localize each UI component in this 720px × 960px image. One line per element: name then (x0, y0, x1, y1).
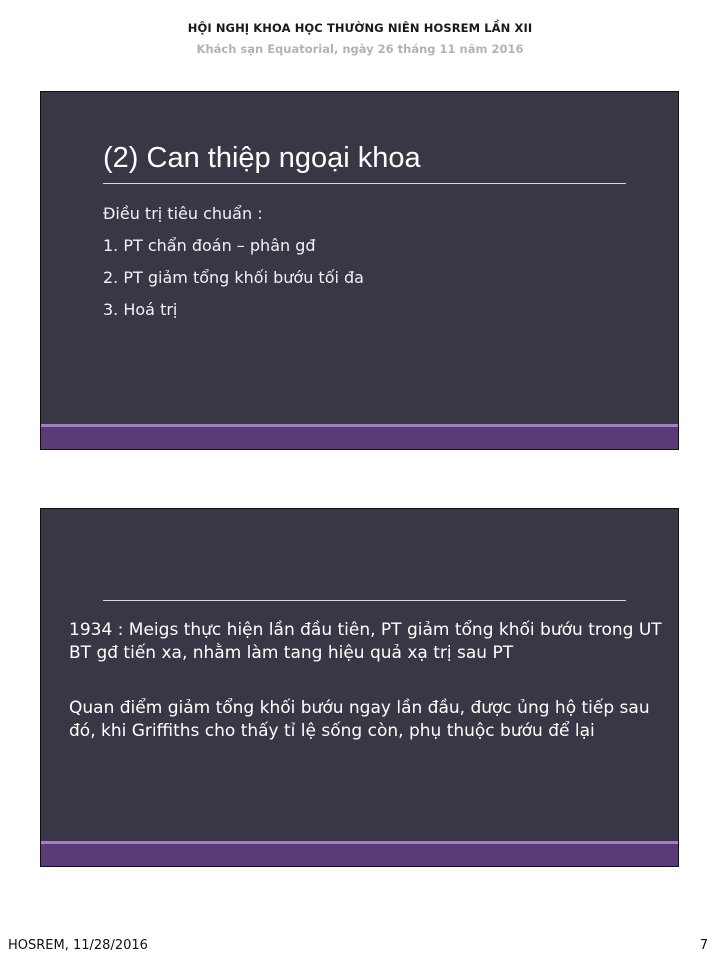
slide-1 (40, 91, 679, 450)
slide-1-line: 2. PT giảm tổng khối bướu tối đa (103, 268, 364, 287)
slide-1-title-rule (103, 183, 626, 184)
slide-1-line: 3. Hoá trị (103, 300, 178, 319)
slide-2-title-rule (103, 600, 626, 601)
page-number: 7 (699, 938, 708, 953)
slide-1-line: Điều trị tiêu chuẩn : (103, 204, 263, 223)
slide-1-line: 1. PT chẩn đoán – phân gđ (103, 236, 316, 255)
conference-subtitle: Khách sạn Equatorial, ngày 26 tháng 11 năm 2016 (196, 42, 524, 56)
slide-1-title: (2) Can thiệp ngoại khoa (103, 142, 421, 174)
slide-2-paragraph: 1934 : Meigs thực hiện lần đầu tiên, PT giảm tổng khối bướu trong UT BT gđ tiến xa, nhằm làm tang hiệu quả xạ trị sau PT (69, 620, 662, 663)
slide-2 (40, 508, 679, 867)
footer-date: HOSREM, 11/28/2016 (8, 938, 148, 953)
slide-1-band (41, 427, 678, 449)
slide-2-band (41, 844, 678, 866)
conference-title: HỘI NGHỊ KHOA HỌC THƯỜNG NIÊN HOSREM LẦN XII (187, 21, 533, 35)
slide-2-content (69, 619, 669, 743)
slide-1-content (103, 204, 364, 332)
slide-2-paragraph: Quan điểm giảm tổng khối bướu ngay lần đầu, được ủng hộ tiếp sau đó, khi Griffiths cho thấy tỉ lệ sống còn, phụ thuộc bướu để lại (69, 698, 650, 741)
